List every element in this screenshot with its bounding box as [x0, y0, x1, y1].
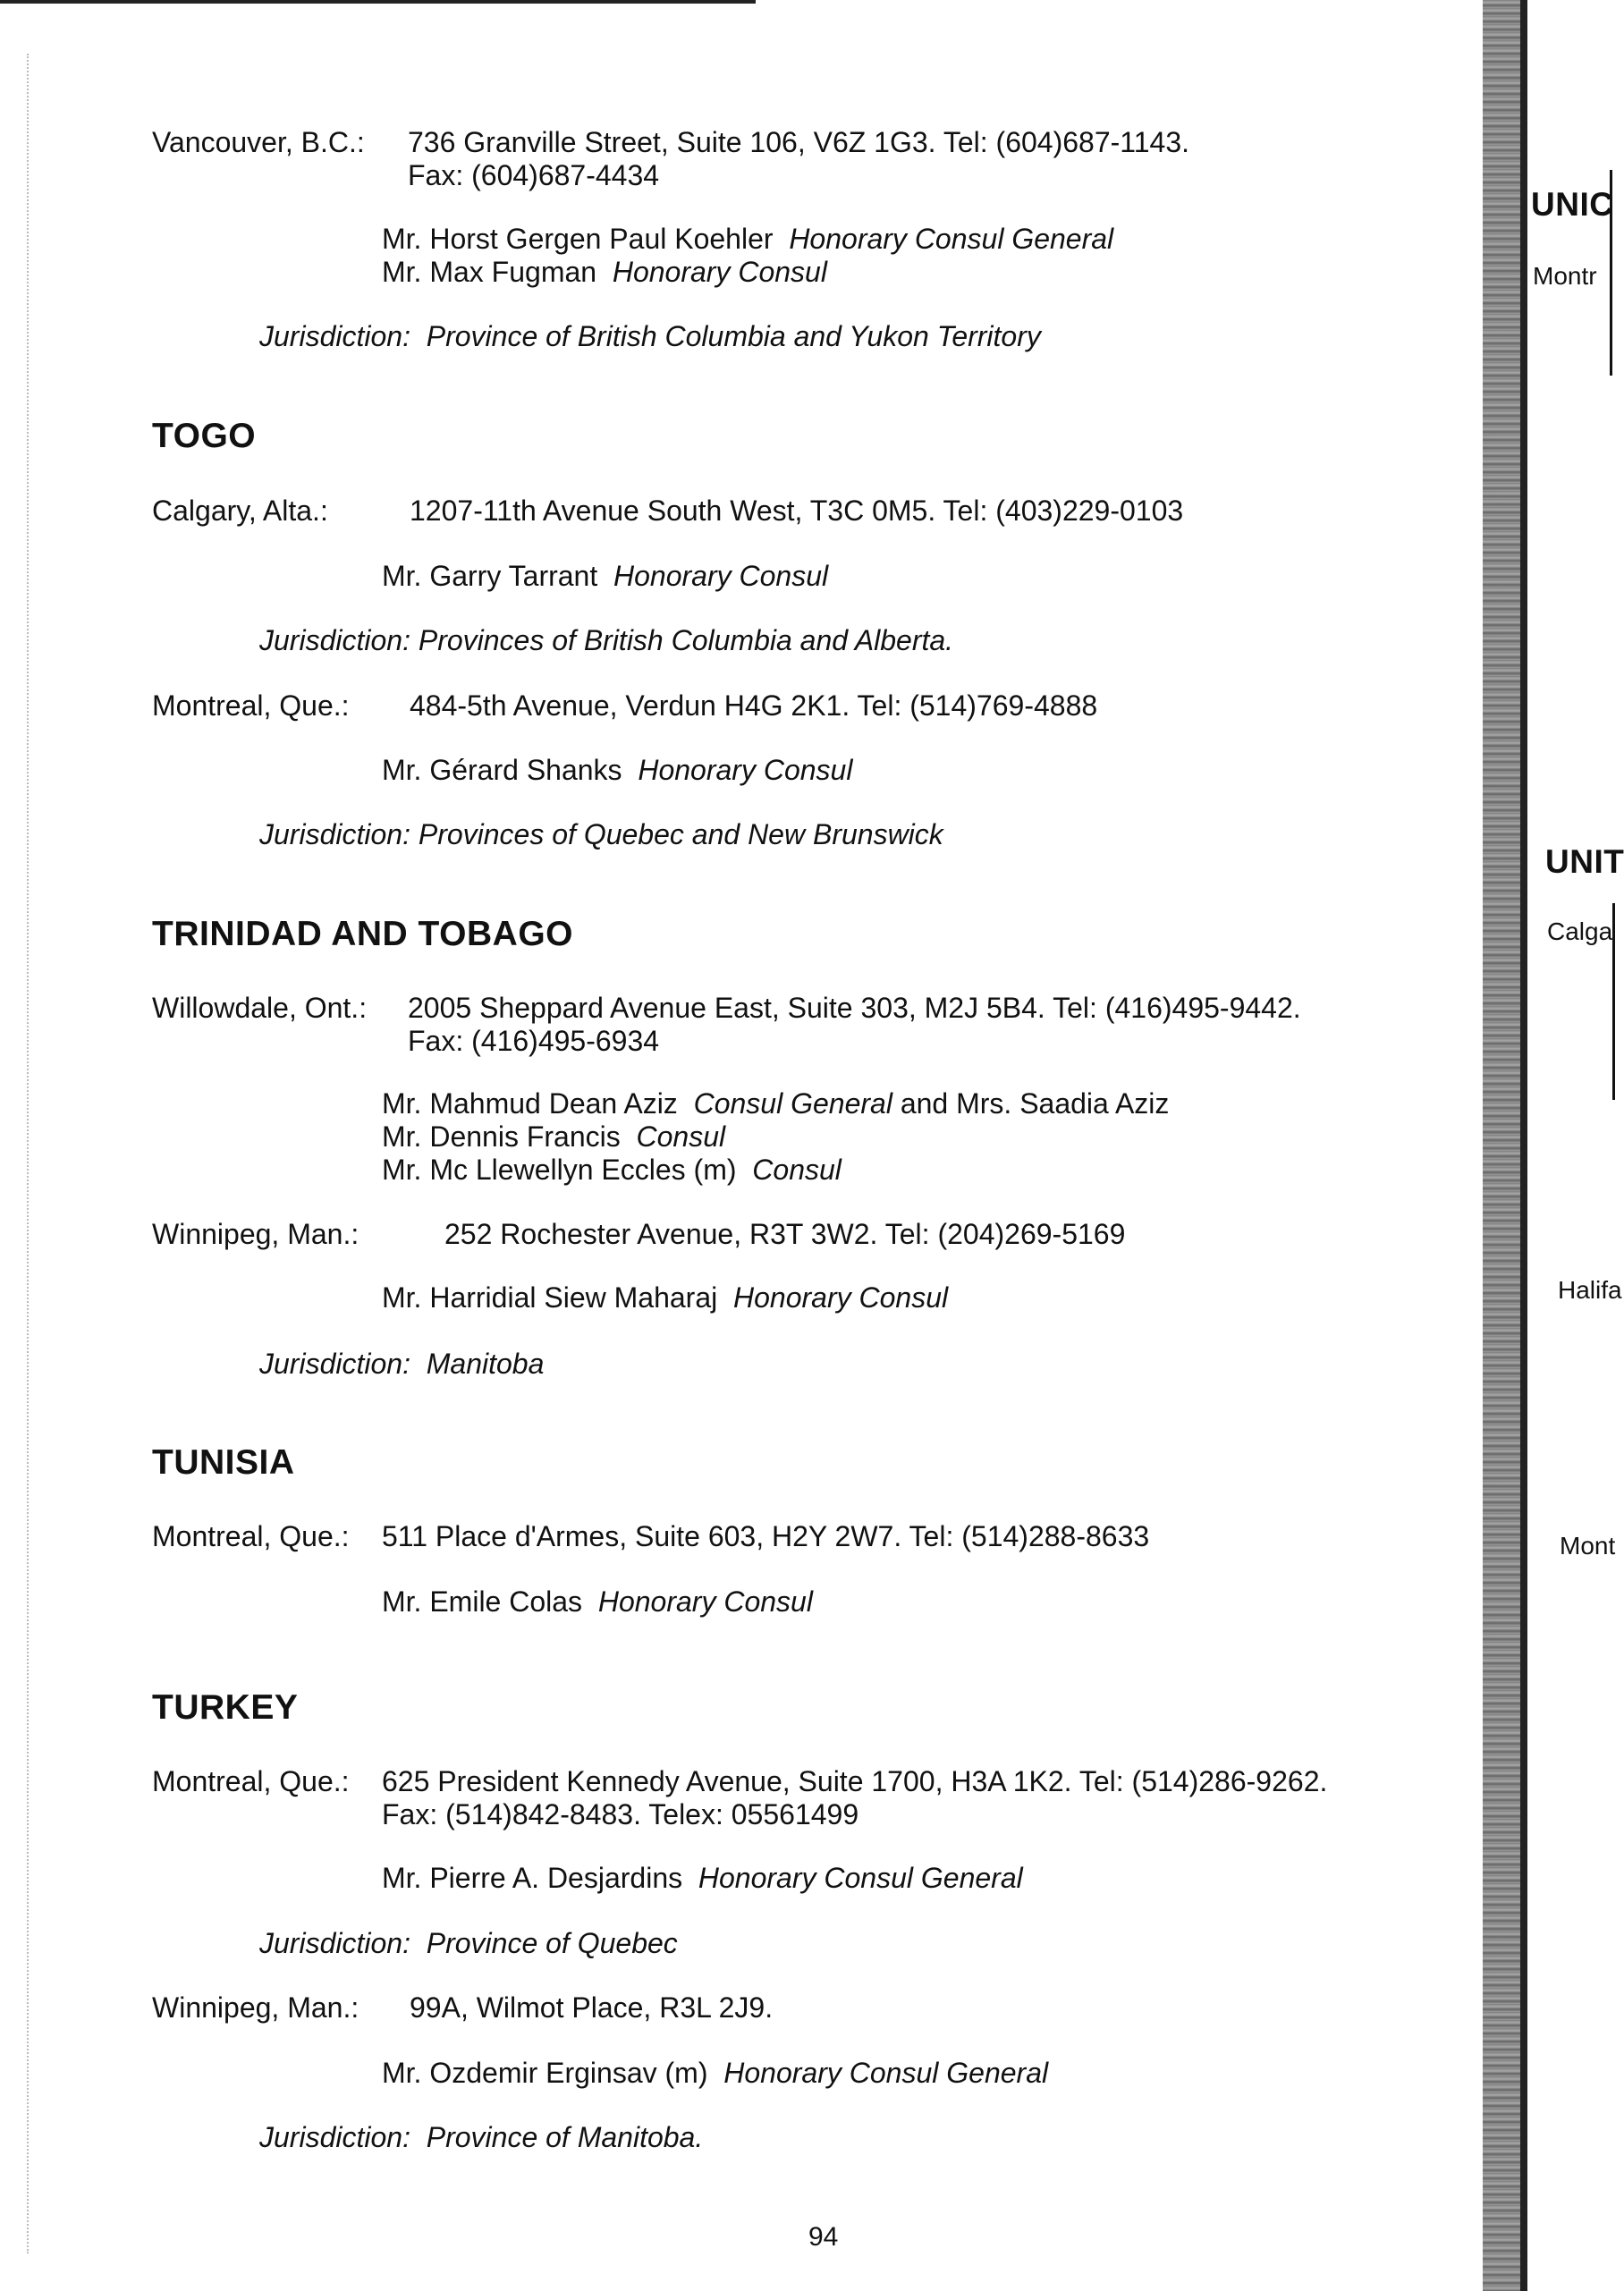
entry-city: Winnipeg, Man.: — [152, 1218, 359, 1250]
entry-address: 625 President Kennedy Avenue, Suite 1700, H3A 1K2. Tel: (514)286-9262. — [382, 1765, 1328, 1797]
next-page-heading-fragment: UNIT — [1545, 843, 1624, 880]
person-line — [382, 753, 852, 787]
person-line — [382, 1086, 1169, 1120]
person-line — [382, 1153, 842, 1187]
spine-shadow — [1520, 0, 1527, 2291]
jurisdiction-label: Jurisdiction: — [259, 818, 410, 850]
country-heading: TURKEY — [152, 1688, 299, 1727]
jurisdiction-label: Jurisdiction: — [259, 1348, 410, 1380]
person-name: Mr. Dennis Francis — [382, 1120, 621, 1153]
country-heading: TOGO — [152, 417, 257, 455]
entry-address: 252 Rochester Avenue, R3T 3W2. Tel: (204)269-5169 — [444, 1218, 1126, 1250]
person-title: Consul — [752, 1154, 842, 1186]
book-spine — [1483, 0, 1526, 2291]
entry-address: 484-5th Avenue, Verdun H4G 2K1. Tel: (514)769-4888 — [410, 689, 1098, 722]
person-line — [382, 559, 828, 593]
entry-address: 99A, Wilmot Place, R3L 2J9. — [410, 1991, 774, 2024]
person-title: Honorary Consul General — [723, 2057, 1049, 2089]
person-line — [382, 222, 1113, 256]
country-heading: TRINIDAD AND TOBAGO — [152, 915, 573, 953]
jurisdiction-line — [259, 1926, 678, 1960]
person-line — [382, 1281, 948, 1315]
next-page-heading-fragment: UNIC — [1531, 186, 1614, 223]
entry-city: Calgary, Alta.: — [152, 495, 328, 527]
country-heading: TUNISIA — [152, 1443, 295, 1482]
top-rule — [0, 0, 756, 4]
jurisdiction-line — [259, 817, 943, 851]
person-name: Mr. Garry Tarrant — [382, 560, 598, 592]
page-number: 94 — [808, 2222, 839, 2252]
person-title: Honorary Consul — [638, 754, 853, 786]
entry-address-line2: Fax: (514)842-8483. Telex: 05561499 — [382, 1798, 859, 1830]
entry-address: 2005 Sheppard Avenue East, Suite 303, M2J 5B4. Tel: (416)495-9442. — [408, 992, 1301, 1024]
person-title: Consul — [636, 1120, 726, 1153]
person-line — [382, 1585, 813, 1619]
entry-address: 736 Granville Street, Suite 106, V6Z 1G3. Tel: (604)687-1143. — [408, 126, 1189, 158]
jurisdiction-value: Province of Quebec — [426, 1927, 678, 1959]
person-name: Mr. Gérard Shanks — [382, 754, 622, 786]
person-title: Honorary Consul — [733, 1281, 949, 1314]
jurisdiction-label: Jurisdiction: — [259, 1927, 410, 1959]
person-title: Honorary Consul — [613, 560, 829, 592]
person-name: Mr. Mc Llewellyn Eccles (m) — [382, 1154, 737, 1186]
person-name: Mr. Emile Colas — [382, 1585, 583, 1618]
next-page-text-fragment: Mont — [1560, 1532, 1616, 1560]
jurisdiction-label: Jurisdiction: — [259, 320, 410, 352]
jurisdiction-value: Province of Manitoba. — [426, 2121, 704, 2153]
person-title: Honorary Consul General — [789, 223, 1114, 255]
person-name: Mr. Mahmud Dean Aziz — [382, 1087, 678, 1120]
entry-address-line2: Fax: (604)687-4434 — [408, 159, 660, 191]
jurisdiction-line — [259, 319, 1041, 353]
entry-city: Vancouver, B.C.: — [152, 126, 365, 158]
entry-address: 511 Place d'Armes, Suite 603, H2Y 2W7. Tel: (514)288-8633 — [382, 1520, 1150, 1552]
jurisdiction-label: Jurisdiction: — [259, 624, 410, 656]
entry-city: Montreal, Que.: — [152, 1520, 350, 1552]
person-name: Mr. Pierre A. Desjardins — [382, 1862, 683, 1894]
jurisdiction-value: Provinces of British Columbia and Alberta. — [418, 624, 954, 656]
entry-address-line2: Fax: (416)495-6934 — [408, 1025, 660, 1057]
jurisdiction-line — [259, 2120, 703, 2154]
person-name: Mr. Ozdemir Erginsav (m) — [382, 2057, 708, 2089]
entry-city: Winnipeg, Man.: — [152, 1991, 359, 2024]
next-page-text-fragment: Montr — [1533, 262, 1597, 290]
person-title: Honorary Consul — [612, 256, 827, 288]
next-page-rule — [1612, 903, 1615, 1100]
person-line — [382, 2056, 1048, 2090]
person-suffix: and Mrs. Saadia Aziz — [900, 1087, 1170, 1120]
entry-city: Montreal, Que.: — [152, 689, 350, 722]
person-title: Honorary Consul General — [698, 1862, 1023, 1894]
next-page-text-fragment: Halifa — [1558, 1276, 1622, 1304]
person-title: Honorary Consul — [597, 1585, 813, 1618]
jurisdiction-line — [259, 623, 953, 657]
entry-city: Montreal, Que.: — [152, 1765, 350, 1797]
jurisdiction-value: Province of British Columbia and Yukon Territory — [426, 320, 1041, 352]
jurisdiction-label: Jurisdiction: — [259, 2121, 410, 2153]
entry-address: 1207-11th Avenue South West, T3C 0M5. Tel: (403)229-0103 — [410, 495, 1184, 527]
jurisdiction-value: Provinces of Quebec and New Brunswick — [418, 818, 943, 850]
next-page-text-fragment: Calga — [1547, 917, 1613, 945]
left-margin-dots — [27, 54, 32, 2253]
entry-city: Willowdale, Ont.: — [152, 992, 368, 1024]
person-name: Mr. Horst Gergen Paul Koehler — [382, 223, 774, 255]
person-line — [382, 1120, 725, 1154]
jurisdiction-line — [259, 1347, 544, 1381]
person-title: Consul General — [693, 1087, 892, 1120]
person-name: Mr. Harridial Siew Maharaj — [382, 1281, 718, 1314]
jurisdiction-value: Manitoba — [426, 1348, 545, 1380]
person-name: Mr. Max Fugman — [382, 256, 597, 288]
person-line — [382, 1861, 1023, 1895]
person-line — [382, 255, 827, 289]
